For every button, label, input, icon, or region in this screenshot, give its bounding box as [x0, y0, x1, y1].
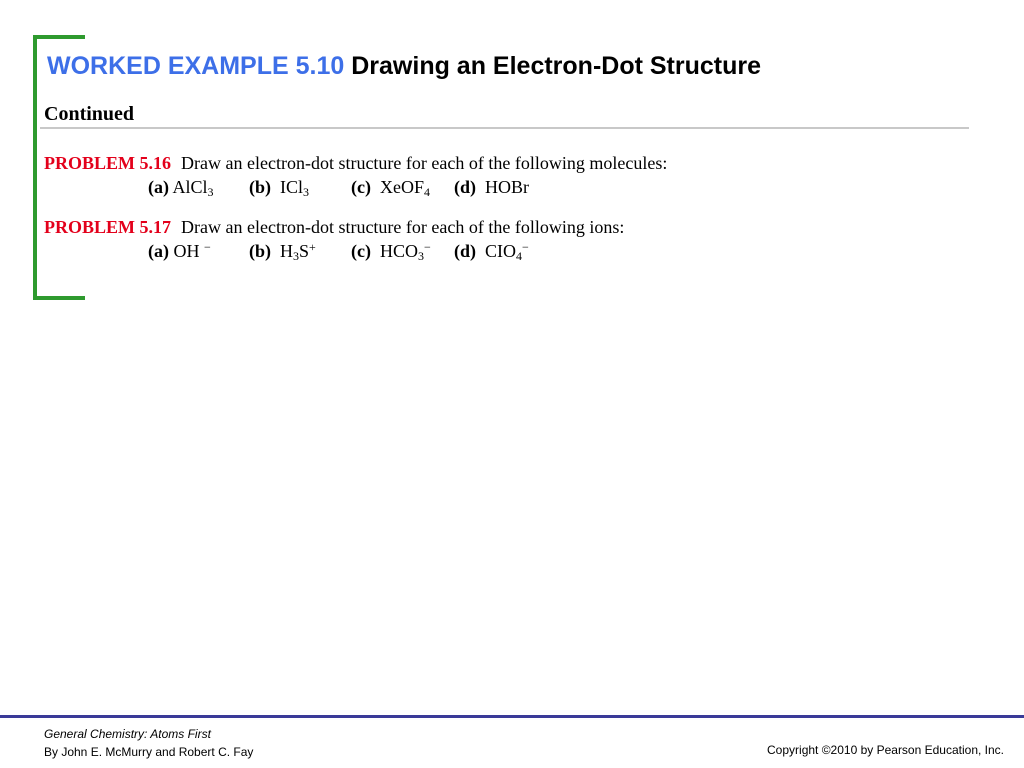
part-d	[454, 175, 529, 199]
formula-subscript: 4	[423, 185, 430, 199]
part-b	[249, 175, 309, 199]
formula-base: HOBr	[485, 177, 529, 197]
formula-subscript: 3	[293, 249, 299, 263]
part-a	[148, 175, 214, 199]
formula-base: HCO	[379, 241, 418, 261]
formula-charge: +	[309, 240, 316, 254]
part-letter: (c)	[351, 177, 371, 197]
formula-subscript: 4	[516, 249, 522, 263]
footer-book-info	[44, 726, 253, 760]
footer-rule	[0, 715, 1024, 718]
problem-5-16	[44, 151, 667, 175]
part-letter: (a)	[148, 177, 169, 197]
part-c	[351, 239, 431, 263]
formula-base: ICl	[280, 177, 304, 197]
formula-charge: −	[522, 240, 529, 254]
part-letter: (d)	[454, 177, 476, 197]
footer-copyright: Copyright ©2010 by Pearson Education, Inc.	[767, 743, 1004, 757]
bracket-top	[33, 35, 85, 39]
problem-5-17	[44, 215, 624, 239]
problem-text: Draw an electron-dot structure for each of the following ions:	[181, 217, 625, 237]
footer-authors: By John E. McMurry and Robert C. Fay	[44, 745, 254, 759]
bracket-left	[33, 35, 37, 300]
part-d	[454, 239, 529, 263]
formula-base: XeOF	[379, 177, 424, 197]
footer-book-title: General Chemistry: Atoms First	[44, 727, 211, 741]
formula-base: CIO	[485, 241, 516, 261]
divider	[40, 127, 969, 129]
part-letter: (a)	[148, 241, 169, 261]
part-letter: (b)	[249, 241, 271, 261]
part-b	[249, 239, 316, 263]
page-title	[47, 50, 761, 82]
formula-base-after: S	[299, 241, 310, 261]
bracket-bottom	[33, 296, 85, 300]
part-a	[148, 239, 211, 263]
title-worked-example: WORKED EXAMPLE 5.10	[47, 52, 345, 80]
formula-subscript: 3	[207, 185, 214, 199]
part-letter: (d)	[454, 241, 476, 261]
title-topic: Drawing an Electron-Dot Structure	[351, 52, 761, 80]
problem-label: PROBLEM 5.16	[44, 153, 172, 173]
problem-text: Draw an electron-dot structure for each of the following molecules:	[181, 153, 668, 173]
subtitle-continued: Continued	[44, 103, 135, 125]
formula-charge: −	[204, 240, 211, 254]
formula-charge: −	[424, 240, 431, 254]
formula-subscript: 3	[303, 185, 310, 199]
formula-subscript: 3	[418, 249, 424, 263]
formula-base: H	[280, 241, 293, 261]
part-c	[351, 175, 430, 199]
part-letter: (c)	[351, 241, 371, 261]
part-letter: (b)	[249, 177, 271, 197]
problem-label: PROBLEM 5.17	[44, 217, 172, 237]
formula-base: AlCl	[172, 177, 208, 197]
formula-base: OH	[173, 241, 200, 261]
